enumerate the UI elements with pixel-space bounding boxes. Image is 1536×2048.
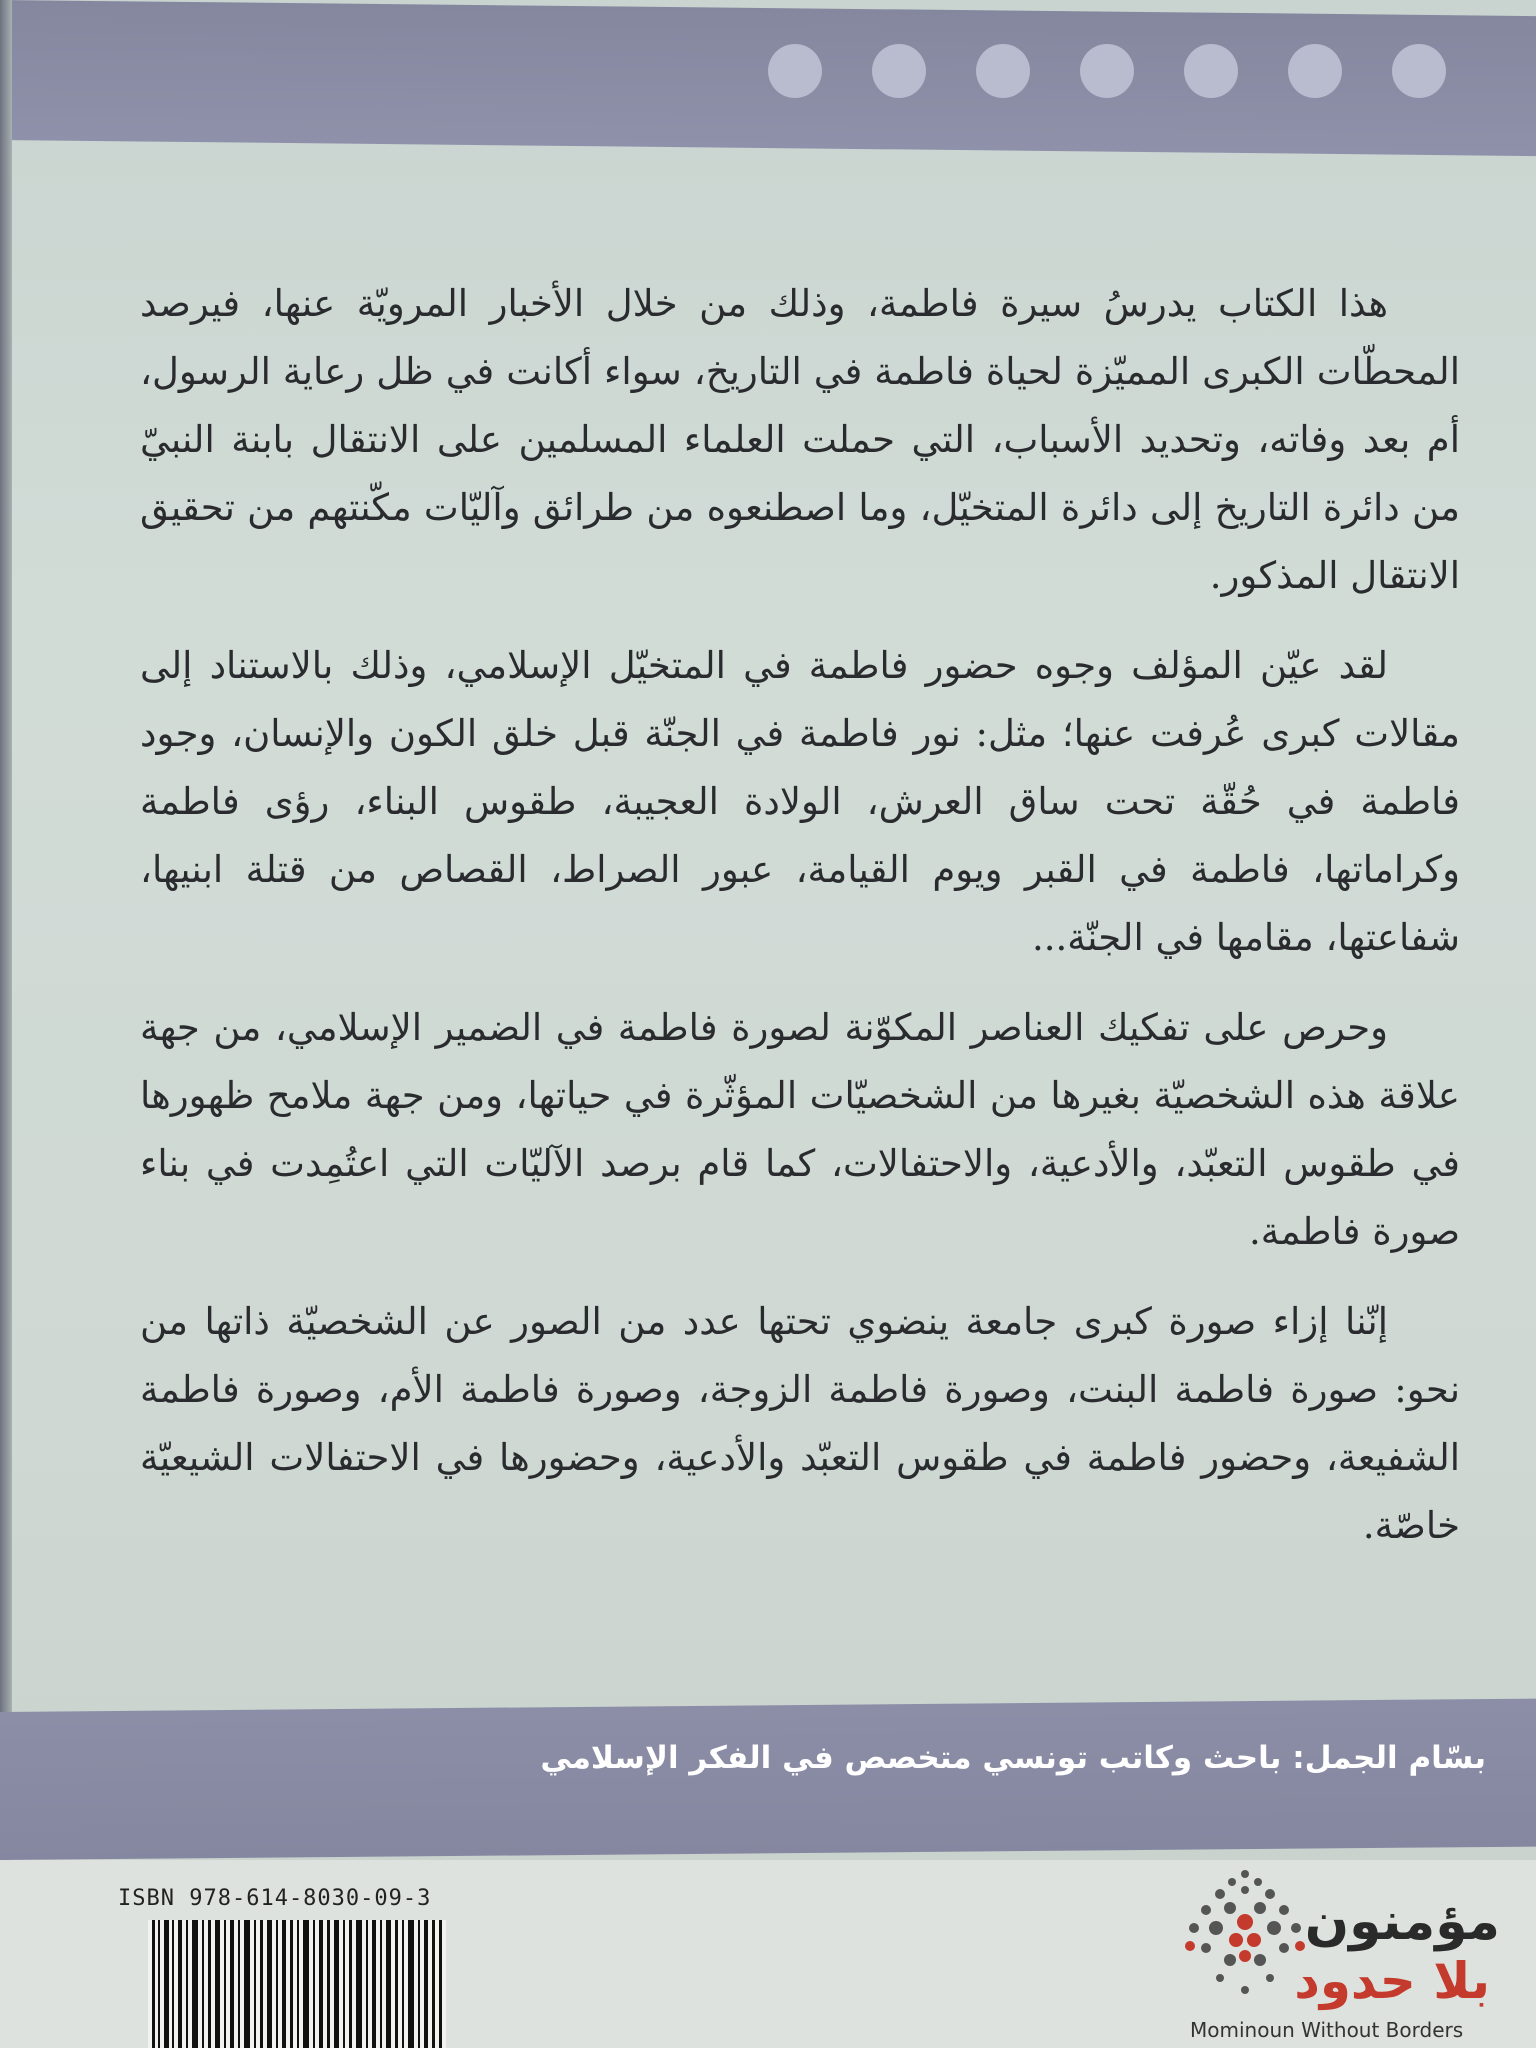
author-band	[0, 1699, 1536, 1860]
dot-icon	[976, 44, 1030, 98]
author-bio: بسّام الجمل: باحث وكاتب تونسي متخصص في الفكر الإسلامي	[540, 1740, 1486, 1776]
publisher-tagline-ar: بلا حدود	[1294, 1952, 1490, 2010]
publisher-name-en: Mominoun Without Borders	[1190, 2018, 1464, 2042]
dot-icon	[1184, 44, 1238, 98]
publisher-logo	[1160, 1860, 1530, 2048]
blurb-text	[140, 270, 1460, 1582]
blurb-paragraph: وحرص على تفكيك العناصر المكوّنة لصورة فاطمة في الضمير الإسلامي، من جهة علاقة هذه الشخصيّة بغيرها من الشخصيّات المؤثّرة في حياتها، ومن جهة ملامح ظهورها في طقوس التعبّد، والأدعية، والاحتفالات، كما قام برصد الآليّات التي اعتُمِدت في بناء صورة فاطمة.	[140, 1006, 1460, 1253]
dot-icon	[1392, 44, 1446, 98]
barcode-icon	[148, 1920, 446, 2048]
blurb-paragraph: إنّنا إزاء صورة كبرى جامعة ينضوي تحتها عدد من الصور عن الشخصيّة ذاتها من نحو: صورة فاطمة البنت، وصورة فاطمة الزوجة، وصورة فاطمة الأم، وصورة فاطمة الشفيعة، وحضور فاطمة في طقوس التعبّد والأدعية، وحضورها في الاحتفالات الشيعيّة خاصّة.	[140, 1300, 1460, 1547]
decorative-dots	[768, 44, 1446, 98]
blurb-paragraph: هذا الكتاب يدرسُ سيرة فاطمة، وذلك من خلال الأخبار المرويّة عنها، فيرصد المحطّات الكبرى المميّزة لحياة فاطمة في التاريخ، سواء أكانت في ظل رعاية الرسول، أم بعد وفاته، وتحديد الأسباب، التي حملت العلماء المسلمين على الانتقال بابنة النبيّ من دائرة التاريخ إلى دائرة المتخيّل، وما اصطنعوه من طرائق وآليّات مكّنتهم من تحقيق الانتقال المذكور.	[140, 282, 1460, 597]
dot-icon	[768, 44, 822, 98]
publisher-name-ar: مؤمنون	[1304, 1892, 1500, 1952]
dot-icon	[1288, 44, 1342, 98]
dot-icon	[1080, 44, 1134, 98]
dot-icon	[872, 44, 926, 98]
isbn-label: ISBN 978-614-8030-09-3	[118, 1886, 432, 1911]
blurb-paragraph: لقد عيّن المؤلف وجوه حضور فاطمة في المتخيّل الإسلامي، وذلك بالاستناد إلى مقالات كبرى عُرفت عنها؛ مثل: نور فاطمة في الجنّة قبل خلق الكون والإنسان، وجود فاطمة في حُقّة تحت ساق العرش، الولادة العجيبة، طقوس البناء، رؤى فاطمة وكراماتها، فاطمة في القبر ويوم القيامة، عبور الصراط، القصاص من قتلة ابنيها، شفاعتها، مقامها في الجنّة...	[140, 644, 1460, 959]
